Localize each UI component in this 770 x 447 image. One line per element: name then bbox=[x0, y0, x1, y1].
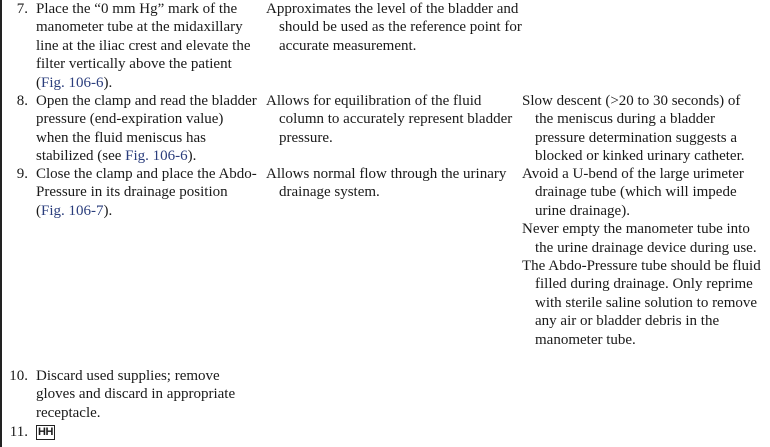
special-consideration-item: Avoid a U-bend of the large urimeter drainage tube (which will impede urine drainage). bbox=[522, 166, 744, 219]
left-margin-rule bbox=[0, 0, 2, 447]
step-text-part: ). bbox=[103, 202, 113, 219]
step-text-part: ). bbox=[103, 74, 113, 91]
step-text bbox=[36, 423, 258, 441]
hand-hygiene-icon: HH bbox=[38, 426, 53, 438]
step-text-part: Close the clamp and place the Abdo-Pressure in its drainage position ( bbox=[36, 166, 257, 219]
step-text bbox=[36, 165, 258, 220]
step-text bbox=[36, 0, 258, 92]
special-considerations bbox=[522, 165, 762, 349]
rationale-text: Allows for equilibration of the fluid column to accurately represent bladder pressure. bbox=[266, 93, 513, 146]
step-text-part: ). bbox=[187, 148, 197, 165]
step-number: 10. bbox=[9, 368, 28, 384]
step-text-part: Open the clamp and read the bladder pressure (end-expiration value) when the fluid meniscus has stabilized (see bbox=[36, 93, 257, 165]
rationale-text: Allows normal flow through the urinary drainage system. bbox=[266, 166, 507, 201]
special-consideration-item: The Abdo-Pressure tube should be fluid filled during drainage. Only reprime with sterile saline solution to remove any air or bladder debris in the manometer tube. bbox=[522, 258, 761, 348]
special-consideration-item: Slow descent (>20 to 30 seconds) of the meniscus during a bladder pressure determination suggests a blocked or kinked urinary catheter. bbox=[522, 93, 745, 165]
figure-link[interactable]: Fig. 106-6 bbox=[41, 74, 104, 91]
figure-link[interactable]: Fig. 106-6 bbox=[125, 148, 188, 165]
rationale-text: Approximates the level of the bladder and should be used as the reference point for accurate measurement. bbox=[266, 1, 522, 54]
step-text-part: Place the “0 mm Hg” mark of the manometer tube at the midaxillary line at the iliac crest and elevate the filter vertically above the patient ( bbox=[36, 1, 251, 91]
step-number: 11. bbox=[9, 424, 28, 440]
step-number: 7. bbox=[16, 1, 28, 17]
step-text bbox=[36, 92, 258, 166]
special-consideration-item: Never empty the manometer tube into the urine drainage device during use. bbox=[522, 221, 757, 256]
step-text-part: Discard used supplies; remove gloves and discard in appropriate receptacle. bbox=[36, 368, 236, 421]
figure-link[interactable]: Fig. 106-7 bbox=[41, 202, 104, 219]
step-text bbox=[36, 367, 258, 422]
special-considerations bbox=[522, 92, 762, 166]
step-number: 8. bbox=[16, 93, 28, 109]
step-number: 9. bbox=[16, 166, 28, 182]
